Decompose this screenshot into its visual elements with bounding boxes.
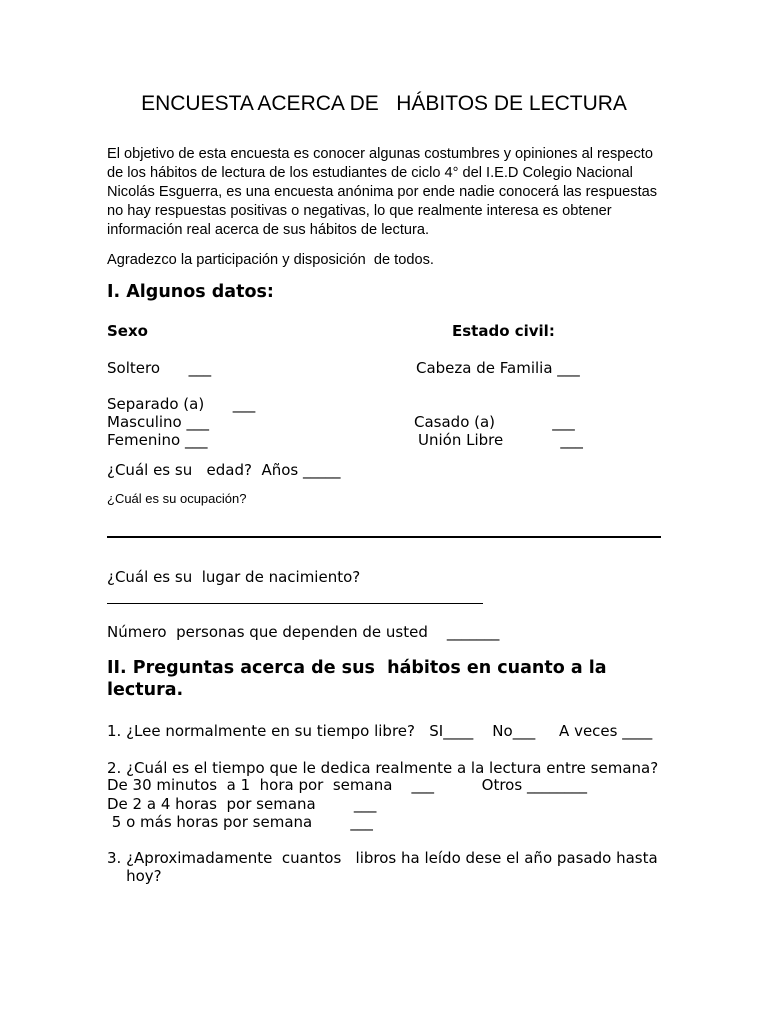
intro-paragraph: El objetivo de esta encuesta es conocer algunas costumbres y opiniones al respecto de los hábitos de lectura de los estudiantes de ciclo 4° del I.E.D Colegio Nacional Nicolás Esguerra, es una encuesta anónima por ende nadie conocerá las respuestas no hay respuestas positivas o negativas, lo que realmente interesa es obtener información real acerca de sus hábitos de lectura. [107, 146, 658, 238]
thanks-text: Agradezco la participación y disposición de todos. [107, 252, 434, 268]
survey-title: ENCUESTA ACERCA DE HÁBITOS DE LECTURA [141, 92, 627, 115]
masculino-field[interactable]: Masculino ___ [107, 413, 209, 431]
question-2-option-3[interactable]: 5 o más horas por semana ___ [107, 813, 373, 831]
ocupacion-answer-line[interactable] [107, 536, 661, 538]
casado-field[interactable]: Casado (a) ___ [414, 413, 575, 431]
question-2-option-1[interactable]: De 30 minutos a 1 hora por semana ___ Otros ________ [107, 776, 587, 794]
union-libre-field[interactable]: Unión Libre ___ [418, 431, 583, 449]
question-1[interactable]: 1. ¿Lee normalmente en su tiempo libre? SI____ No___ A veces ____ [107, 722, 653, 740]
dependientes-field[interactable]: Número personas que dependen de usted _______ [107, 623, 500, 641]
cabeza-familia-field[interactable]: Cabeza de Familia ___ [416, 359, 580, 377]
soltero-field[interactable]: Soltero ___ [107, 359, 212, 377]
sexo-label: Sexo [107, 322, 148, 340]
ocupacion-label: ¿Cuál es su ocupación? [107, 491, 247, 506]
question-3-line1: 3. ¿Aproximadamente cuantos libros ha leído dese el año pasado hasta [107, 849, 658, 867]
estado-civil-label: Estado civil: [452, 322, 555, 340]
edad-field[interactable]: ¿Cuál es su edad? Años _____ [107, 461, 341, 479]
separado-field[interactable]: Separado (a) ___ [107, 395, 256, 413]
femenino-field[interactable]: Femenino ___ [107, 431, 208, 449]
question-3-line2: hoy? [107, 867, 162, 885]
section2-heading-line2: lectura. [107, 680, 184, 700]
section2-heading-line1: II. Preguntas acerca de sus hábitos en cuanto a la [107, 658, 607, 678]
question-2: 2. ¿Cuál es el tiempo que le dedica realmente a la lectura entre semana? [107, 759, 659, 777]
question-2-option-2[interactable]: De 2 a 4 horas por semana ___ [107, 795, 377, 813]
section1-heading: I. Algunos datos: [107, 282, 274, 302]
nacimiento-answer-line[interactable] [107, 603, 483, 604]
nacimiento-label: ¿Cuál es su lugar de nacimiento? [107, 568, 361, 586]
